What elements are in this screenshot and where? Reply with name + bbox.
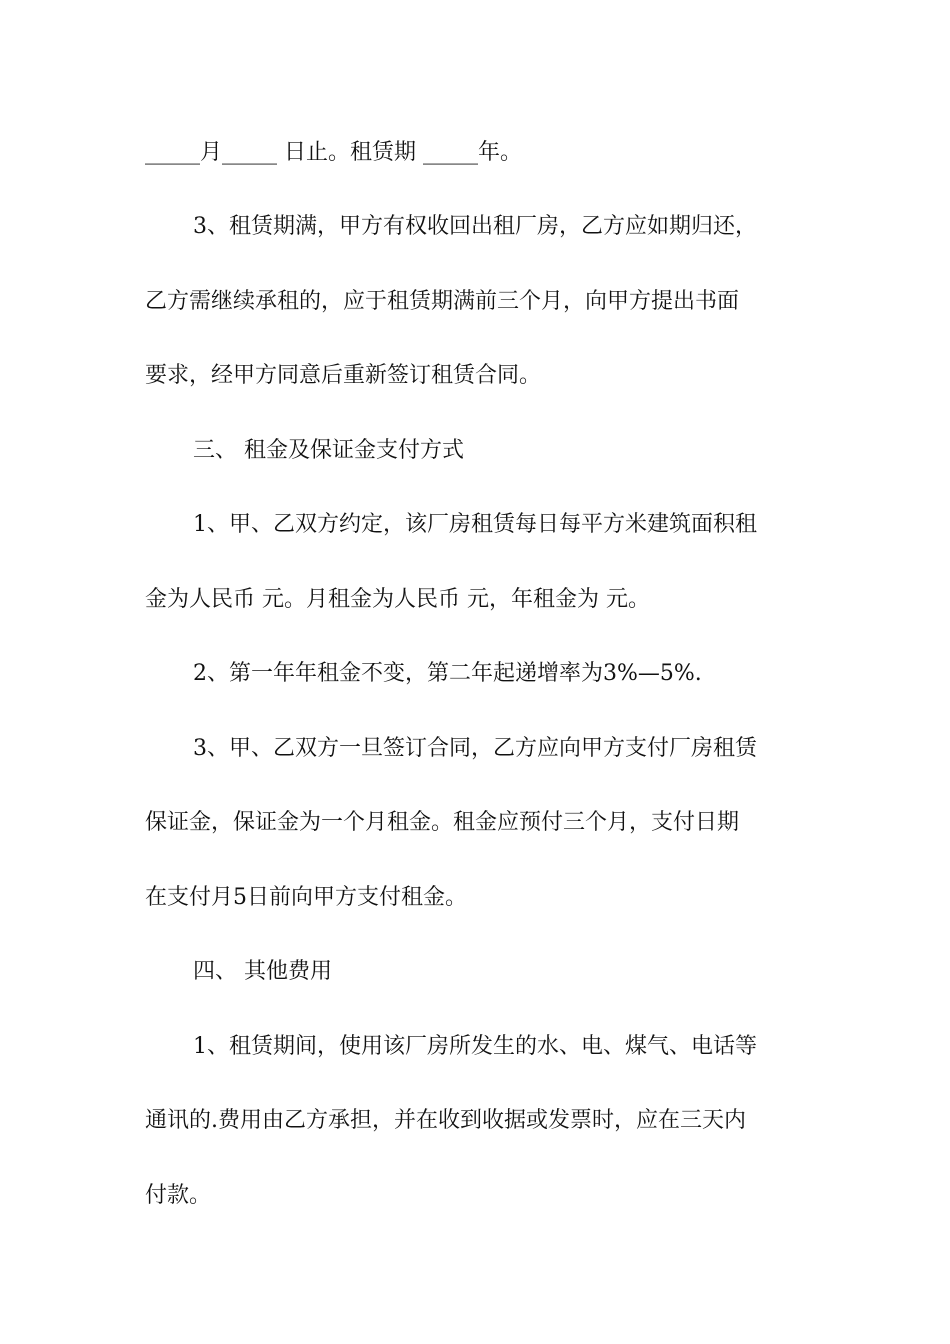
text-line: 1、甲、乙双方约定，该厂房租赁每日每平方米建筑面积租 — [193, 512, 757, 537]
text-line: 1、租赁期间，使用该厂房所发生的水、电、煤气、电话等 — [193, 1034, 757, 1059]
text-line: 在支付月5日前向甲方支付租金。 — [145, 885, 467, 910]
text-line: 2、第一年年租金不变，第二年起递增率为3%—5%. — [193, 661, 702, 686]
text-line: 通讯的.费用由乙方承担，并在收到收据或发票时，应在三天内 — [145, 1108, 746, 1133]
text-line: 付款。 — [145, 1183, 212, 1208]
text-line: 3、租赁期满，甲方有权收回出租厂房，乙方应如期归还， — [193, 214, 757, 239]
text-line: 乙方需继续承租的，应于租赁期满前三个月，向甲方提出书面 — [145, 289, 740, 314]
text-line: _____月_____ 日止。租赁期 _____年。 — [145, 140, 522, 165]
text-line: 3、甲、乙双方一旦签订合同，乙方应向甲方支付厂房租赁 — [193, 736, 757, 761]
text-line: 要求，经甲方同意后重新签订租赁合同。 — [145, 363, 542, 388]
section-heading: 三、 租金及保证金支付方式 — [193, 438, 464, 463]
text-line: 保证金，保证金为一个月租金。租金应预付三个月，支付日期 — [145, 810, 740, 835]
text-line: 金为人民币 元。月租金为人民币 元，年租金为 元。 — [145, 587, 650, 612]
section-heading: 四、 其他费用 — [193, 959, 332, 984]
